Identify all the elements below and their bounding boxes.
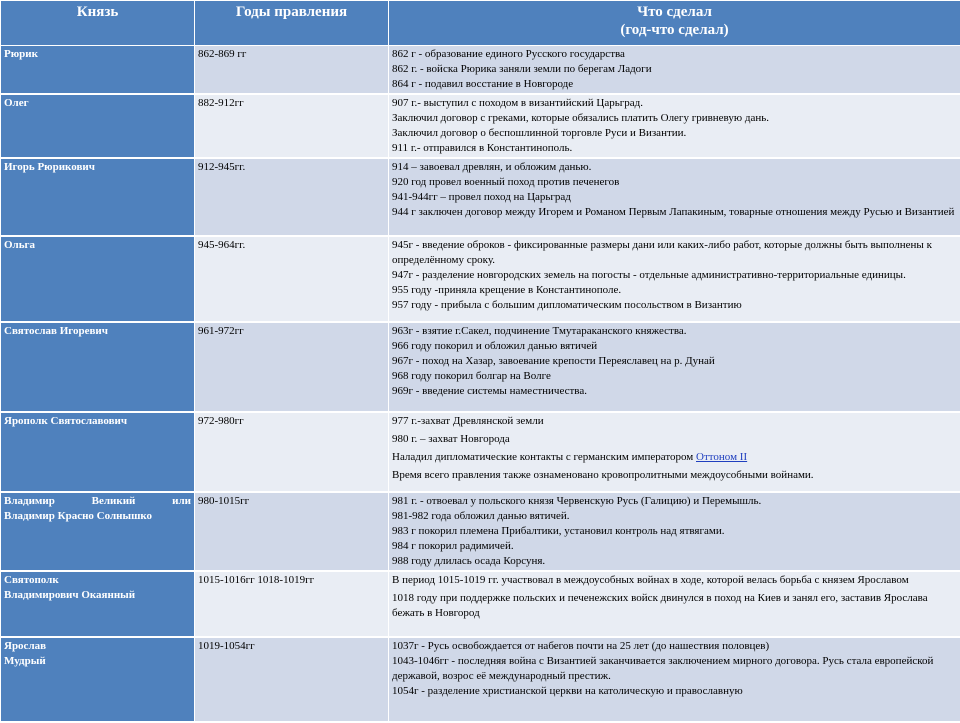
deed-line: 968 году покорил болгар на Волге (392, 369, 957, 384)
header-years: Годы правления (195, 1, 389, 46)
prince-name (1, 94, 195, 158)
deed-line: 914 – завоевал древлян, и обложим данью. (392, 160, 957, 175)
deed-line: 977 г.-захват Древлянской земли (392, 414, 957, 429)
prince-name (1, 571, 195, 637)
table-row (1, 158, 960, 236)
deed-line: 862 г - образование единого Русского государства (392, 47, 957, 62)
reign-years: 961-972гг (195, 322, 389, 412)
prince-name-line: Владимирович Окаянный (4, 588, 191, 603)
deed-line: 983 г покорил племена Прибалтики, установил контроль над ятвягами. (392, 524, 957, 539)
header-deeds-line1: Что сделал (393, 3, 956, 21)
header-deeds (389, 1, 960, 46)
prince-name-line: Ярослав (4, 639, 191, 654)
deeds-cell (389, 158, 960, 236)
deed-line: 911 г.- отправился в Константинополь. (392, 141, 957, 156)
deed-line: Время всего правления также ознаменовано кровопролитными междоусобными войнами. (392, 468, 957, 483)
deed-line: 984 г покорил радимичей. (392, 539, 957, 554)
deeds-cell (389, 412, 960, 492)
deed-line: 862 г. - войска Рюрика заняли земли по берегам Ладоги (392, 62, 957, 77)
table-header-row (1, 1, 960, 46)
reign-years: 912-945гг. (195, 158, 389, 236)
deeds-cell (389, 492, 960, 571)
prince-name (1, 322, 195, 412)
deeds-cell (389, 571, 960, 637)
deed-line: 941-944гг – провел поход на Царьград (392, 190, 957, 205)
prince-name-line: Святополк (4, 573, 191, 588)
table-row (1, 46, 960, 95)
header-prince: Князь (1, 1, 195, 46)
table-row (1, 322, 960, 412)
deeds-cell (389, 322, 960, 412)
reign-years: 945-964гг. (195, 236, 389, 322)
deed-line: 969г - введение системы наместничества. (392, 384, 957, 399)
deed-link-prefix: Наладил дипломатические контакты с германским императором (392, 451, 696, 463)
deed-line: 947г - разделение новгородских земель на погосты - отдельные административно-территориальные единицы. (392, 268, 957, 283)
reign-years: 980-1015гг (195, 492, 389, 571)
prince-name (1, 492, 195, 571)
deed-line: 1018 году при поддержке польских и печенежских войск двинулся в поход на Киев и занял его, заставив Ярослава бежать в Новгород (392, 591, 957, 621)
table-row (1, 571, 960, 637)
prince-name-line: Владимир Великий или (4, 494, 191, 509)
prince-name-line: Игорь Рюрикович (4, 160, 191, 175)
deed-line: 1043-1046гг - последняя война с Византией заканчивается заключением мирного договора. Русь стала европейской державой, возрос её международный престиж. (392, 654, 957, 684)
deed-line: 907 г.- выступил с походом в византийский Царьград. (392, 96, 957, 111)
deed-line: В период 1015-1019 гг. участвовал в междоусобных войнах в ходе, которой велась борьба с князем Ярославом (392, 573, 957, 588)
prince-name (1, 236, 195, 322)
deed-line-with-link (392, 450, 957, 465)
otto-ii-link[interactable]: Оттоном II (696, 451, 747, 463)
deed-line: 963г - взятие г.Сакел, подчинение Тмутараканского княжества. (392, 324, 957, 339)
prince-name (1, 637, 195, 722)
prince-name-line: Святослав Игоревич (4, 324, 191, 339)
deeds-cell (389, 236, 960, 322)
prince-name-line: Мудрый (4, 654, 191, 669)
deed-line: 864 г - подавил восстание в Новгороде (392, 77, 957, 92)
header-deeds-line2: (год-что сделал) (393, 21, 956, 39)
deed-line: 981 г. - отвоевал у польского князя Червенскую Русь (Галицию) и Перемышль. (392, 494, 957, 509)
prince-name (1, 158, 195, 236)
prince-name-line: Ярополк Святославович (4, 414, 191, 429)
deed-line: Заключил договор с греками, которые обязались платить Олегу гривневую дань. (392, 111, 957, 126)
table-row (1, 236, 960, 322)
deeds-cell (389, 46, 960, 95)
deed-line: 944 г заключен договор между Игорем и Романом Первым Лапакиным, товарные отношения между Русью и Византией (392, 205, 957, 220)
prince-name-line: Владимир Красно Солнышко (4, 509, 191, 524)
reign-years: 1015-1016гг 1018-1019гг (195, 571, 389, 637)
deed-line: 980 г. – захват Новгорода (392, 432, 957, 447)
prince-name (1, 412, 195, 492)
prince-name-line: Ольга (4, 238, 191, 253)
reign-years: 972-980гг (195, 412, 389, 492)
deed-line: Заключил договор о беспошлинной торговле Руси и Византии. (392, 126, 957, 141)
deed-line: 955 году -приняла крещение в Константинополе. (392, 283, 957, 298)
deeds-cell (389, 94, 960, 158)
deed-line: 966 году покорил и обложил данью вятичей (392, 339, 957, 354)
table-row (1, 94, 960, 158)
prince-name-line: Рюрик (4, 47, 191, 62)
prince-name-line: Олег (4, 96, 191, 111)
deed-line: 1054г - разделение христианской церкви на католическую и православную (392, 684, 957, 699)
deed-line: 1037г - Русь освобождается от набегов почти на 25 лет (до нашествия половцев) (392, 639, 957, 654)
deed-line: 988 году длилась осада Корсуня. (392, 554, 957, 569)
table-row (1, 492, 960, 571)
reign-years: 882-912гг (195, 94, 389, 158)
deed-line: 967г - поход на Хазар, завоевание крепости Переяславец на р. Дунай (392, 354, 957, 369)
deed-line: 945г - введение оброков - фиксированные размеры дани или каких-либо работ, которые должны быть выполнены к определённому сроку. (392, 238, 957, 268)
deed-line: 981-982 года обложил данью вятичей. (392, 509, 957, 524)
prince-name (1, 46, 195, 95)
table-row (1, 637, 960, 722)
table-row (1, 412, 960, 492)
reign-years: 862-869 гг (195, 46, 389, 95)
deed-line: 957 году - прибыла с большим дипломатическим посольством в Византию (392, 298, 957, 313)
deeds-cell (389, 637, 960, 722)
reign-years: 1019-1054гг (195, 637, 389, 722)
deed-line: 920 год провел военный поход против печенегов (392, 175, 957, 190)
